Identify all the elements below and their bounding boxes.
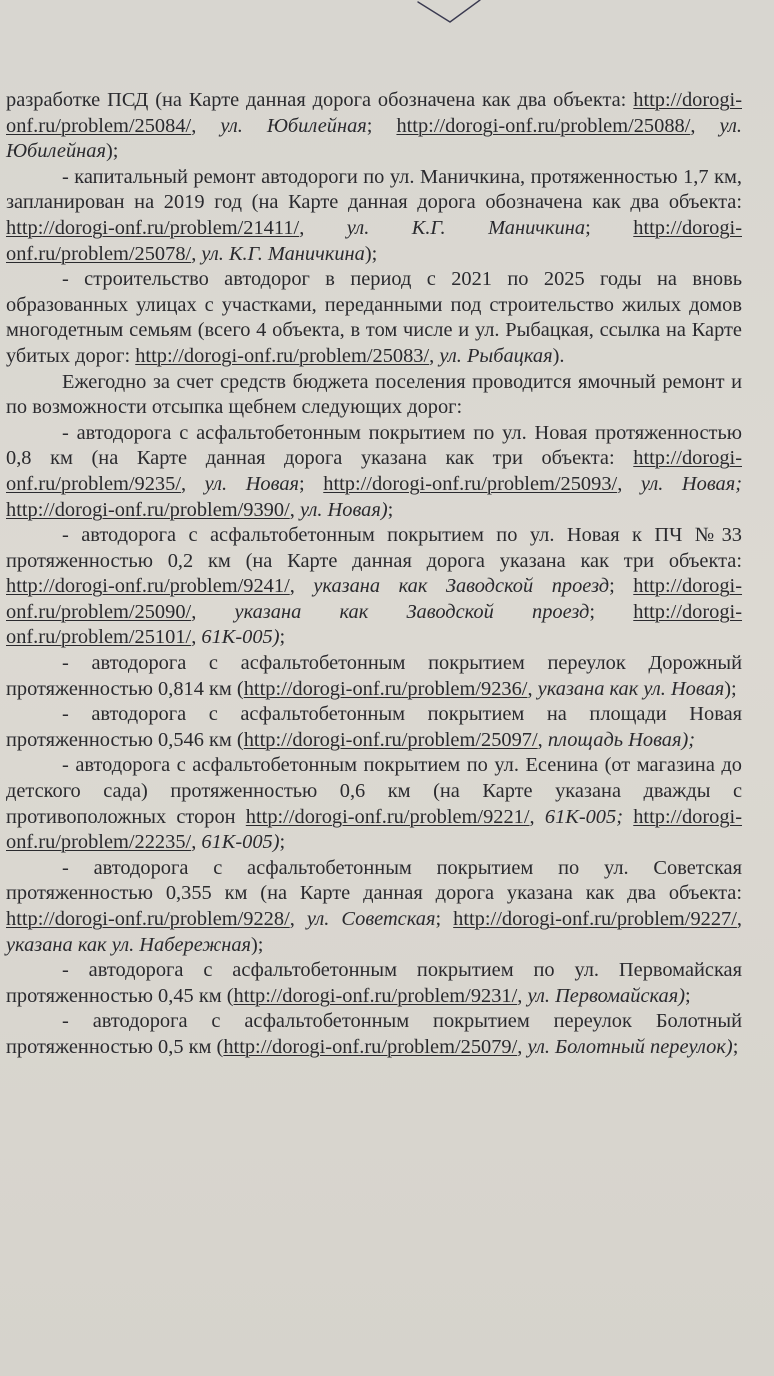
street-name: 61К-005) bbox=[201, 626, 280, 649]
street-name: 61К-005) bbox=[201, 831, 280, 854]
paragraph bbox=[6, 523, 742, 651]
street-name: ул. Первомайская) bbox=[527, 984, 685, 1007]
paragraph-text: ; bbox=[279, 831, 286, 854]
paragraph-text: ). bbox=[552, 344, 565, 367]
paragraph-text: ; bbox=[589, 600, 634, 623]
problem-link[interactable]: http://dorogi-onf.ru/problem/9227/ bbox=[453, 908, 737, 930]
paragraph-text: , bbox=[527, 677, 538, 700]
paragraph-text: - строительство автодорог в период с 2021 по 2025 годы на вновь образованных улицах с участками, переданными под строительство жилых домов многодетным семьям (всего 4 объекта, в том числе и ул. Рыбацкая, ссылка на Карте убитых дорог: bbox=[6, 268, 742, 367]
paragraph-text: , bbox=[529, 805, 545, 828]
problem-link[interactable]: http://dorogi-onf.ru/problem/9228/ bbox=[6, 908, 290, 930]
paragraph-text: , bbox=[299, 216, 347, 239]
street-name: указана как ул. Новая bbox=[537, 677, 725, 700]
paragraph-text: - капитальный ремонт автодороги по ул. Маничкина, протяженностью 1,7 км, запланирован на 2019 год (на Карте данная дорога обозначена как два объекта: bbox=[6, 165, 742, 214]
problem-link[interactable]: http://dorogi-onf.ru/problem/25083/ bbox=[135, 344, 430, 367]
street-name: ул. Юбилейная bbox=[220, 114, 367, 137]
paragraph bbox=[6, 753, 742, 855]
street-name: ул. Новая) bbox=[299, 498, 388, 521]
street-name: ул. Новая bbox=[204, 472, 300, 495]
paragraph bbox=[6, 958, 742, 1009]
problem-link[interactable]: http://dorogi-onf.ru/problem/25097/ bbox=[243, 728, 538, 751]
paragraph bbox=[6, 88, 742, 165]
paragraph-text: , bbox=[191, 626, 202, 649]
problem-link[interactable]: http://dorogi-onf.ru/problem/25093/ bbox=[323, 472, 618, 495]
paragraph-text: - автодорога с асфальтобетонным покрытием на площади Новая протяженностью 0,546 км ( bbox=[6, 703, 742, 751]
paragraph bbox=[6, 165, 742, 267]
problem-link[interactable]: http://dorogi-onf.ru/problem/25090/ bbox=[6, 575, 743, 623]
street-name: ул. Юбилейная bbox=[6, 114, 742, 163]
street-name: ул. Советская bbox=[306, 908, 436, 930]
paragraph-text: ; bbox=[732, 1035, 739, 1058]
paragraph-text: , bbox=[736, 908, 743, 930]
paragraph-text: ; bbox=[609, 575, 634, 598]
street-name: площадь Новая); bbox=[547, 728, 696, 751]
paragraph bbox=[6, 370, 742, 421]
paragraph bbox=[6, 651, 742, 702]
paragraph bbox=[6, 421, 742, 523]
paragraph-text: ; bbox=[435, 908, 454, 930]
paragraph-text: ; bbox=[387, 498, 394, 521]
paragraph-text: , bbox=[289, 498, 300, 521]
paragraph-text: , bbox=[191, 242, 202, 265]
paragraph-text: , bbox=[181, 472, 205, 495]
paragraph-text: ); bbox=[724, 677, 737, 700]
document-body bbox=[6, 88, 742, 1061]
paragraph-text: Ежегодно за счет средств бюджета поселения проводится ямочный ремонт и по возможности отсыпка щебнем следующих дорог: bbox=[6, 370, 742, 419]
paragraph-text: , bbox=[517, 984, 528, 1007]
problem-link[interactable]: http://dorogi-onf.ru/problem/25078/ bbox=[6, 216, 742, 265]
paragraph-text: ); bbox=[251, 933, 264, 956]
problem-link[interactable]: http://dorogi-onf.ru/problem/25088/ bbox=[396, 114, 691, 137]
paragraph-text: - автодорога с асфальтобетонным покрытием переулок Болотный протяженностью 0,5 км ( bbox=[6, 1010, 742, 1058]
paragraph-text: - автодорога с асфальтобетонным покрытием по ул. Новая протяженностью 0,8 км (на Карте данная дорога указана как три объекта: bbox=[6, 421, 742, 470]
paragraph-text: , bbox=[289, 908, 307, 930]
problem-link[interactable]: http://dorogi-onf.ru/problem/25101/ bbox=[6, 600, 743, 649]
paragraph-text bbox=[623, 806, 633, 828]
paragraph-text: - автодорога с асфальтобетонным покрытием по ул. Есенина (от магазина до детского сада) протяженностью 0,6 км (на Карте указана дважды с противоположных сторон bbox=[6, 754, 742, 828]
problem-link[interactable]: http://dorogi-onf.ru/problem/25079/ bbox=[223, 1035, 518, 1058]
paragraph-text: ; bbox=[366, 114, 397, 137]
paragraph-text: ; bbox=[299, 472, 324, 495]
paragraph-text: , bbox=[191, 600, 235, 623]
street-name: ул. Болотный переулок) bbox=[527, 1035, 733, 1058]
street-name: ул. Рыбацкая bbox=[439, 344, 553, 367]
problem-link[interactable]: http://dorogi-onf.ru/problem/21411/ bbox=[6, 216, 300, 239]
street-name: указана как Заводской проезд bbox=[313, 575, 610, 598]
problem-link[interactable]: http://dorogi-onf.ru/problem/9390/ bbox=[6, 498, 290, 521]
paragraph bbox=[6, 702, 742, 753]
paragraph bbox=[6, 267, 742, 369]
paragraph-text: , bbox=[617, 472, 641, 495]
paragraph-text: , bbox=[429, 344, 440, 367]
paragraph-text: ; bbox=[685, 984, 691, 1007]
paragraph-text: , bbox=[191, 831, 202, 854]
street-name: ул. Новая; bbox=[640, 472, 742, 495]
street-name: ул. К.Г. Маничкина bbox=[201, 242, 365, 265]
problem-link[interactable]: http://dorogi-onf.ru/problem/9231/ bbox=[233, 984, 518, 1007]
problem-link[interactable]: http://dorogi-onf.ru/problem/25084/ bbox=[6, 89, 742, 137]
paragraph bbox=[6, 856, 742, 958]
problem-link[interactable]: http://dorogi-onf.ru/problem/9236/ bbox=[243, 677, 528, 700]
paragraph-text: , bbox=[191, 114, 221, 137]
problem-link[interactable]: http://dorogi-onf.ru/problem/9221/ bbox=[245, 805, 530, 828]
paragraph-text: , bbox=[537, 728, 548, 751]
street-name: указана как Заводской проезд bbox=[234, 600, 590, 623]
street-name: ул. К.Г. Маничкина bbox=[346, 216, 586, 239]
street-name: указана как ул. Набережная bbox=[6, 933, 252, 956]
paragraph-text: - автодорога с асфальтобетонным покрытием переулок Дорожный протяженностью 0,814 км ( bbox=[6, 652, 742, 700]
paragraph-text: , bbox=[690, 114, 720, 137]
paragraph-text: - автодорога с асфальтобетонным покрытием по ул. Новая к ПЧ №33 протяженностью 0,2 км (на Карте данная дорога указана как три объекта: bbox=[6, 524, 742, 572]
paragraph-text: ); bbox=[105, 140, 119, 163]
paragraph-text: , bbox=[517, 1035, 528, 1058]
paragraph-text: ; bbox=[279, 626, 286, 649]
paragraph bbox=[6, 1009, 742, 1060]
problem-link[interactable]: http://dorogi-onf.ru/problem/9241/ bbox=[6, 575, 290, 598]
pen-mark-icon bbox=[410, 0, 490, 28]
paragraph-text: - автодорога с асфальтобетонным покрытием по ул. Советская протяженностью 0,355 км (на Карте данная дорога указана как два объекта: bbox=[6, 856, 742, 905]
problem-link[interactable]: http://dorogi-onf.ru/problem/9235/ bbox=[6, 447, 742, 495]
paragraph-text: разработке ПСД (на Карте данная дорога обозначена как два объекта: bbox=[6, 89, 634, 111]
paragraph-text: ); bbox=[364, 242, 378, 265]
paragraph-text: , bbox=[289, 575, 314, 598]
problem-link[interactable]: http://dorogi-onf.ru/problem/22235/ bbox=[6, 805, 742, 854]
paragraph-text: ; bbox=[585, 216, 634, 239]
street-name: 61К-005; bbox=[544, 805, 623, 828]
paragraph-text: - автодорога с асфальтобетонным покрытием по ул. Первомайская протяженностью 0,45 км ( bbox=[6, 959, 742, 1007]
